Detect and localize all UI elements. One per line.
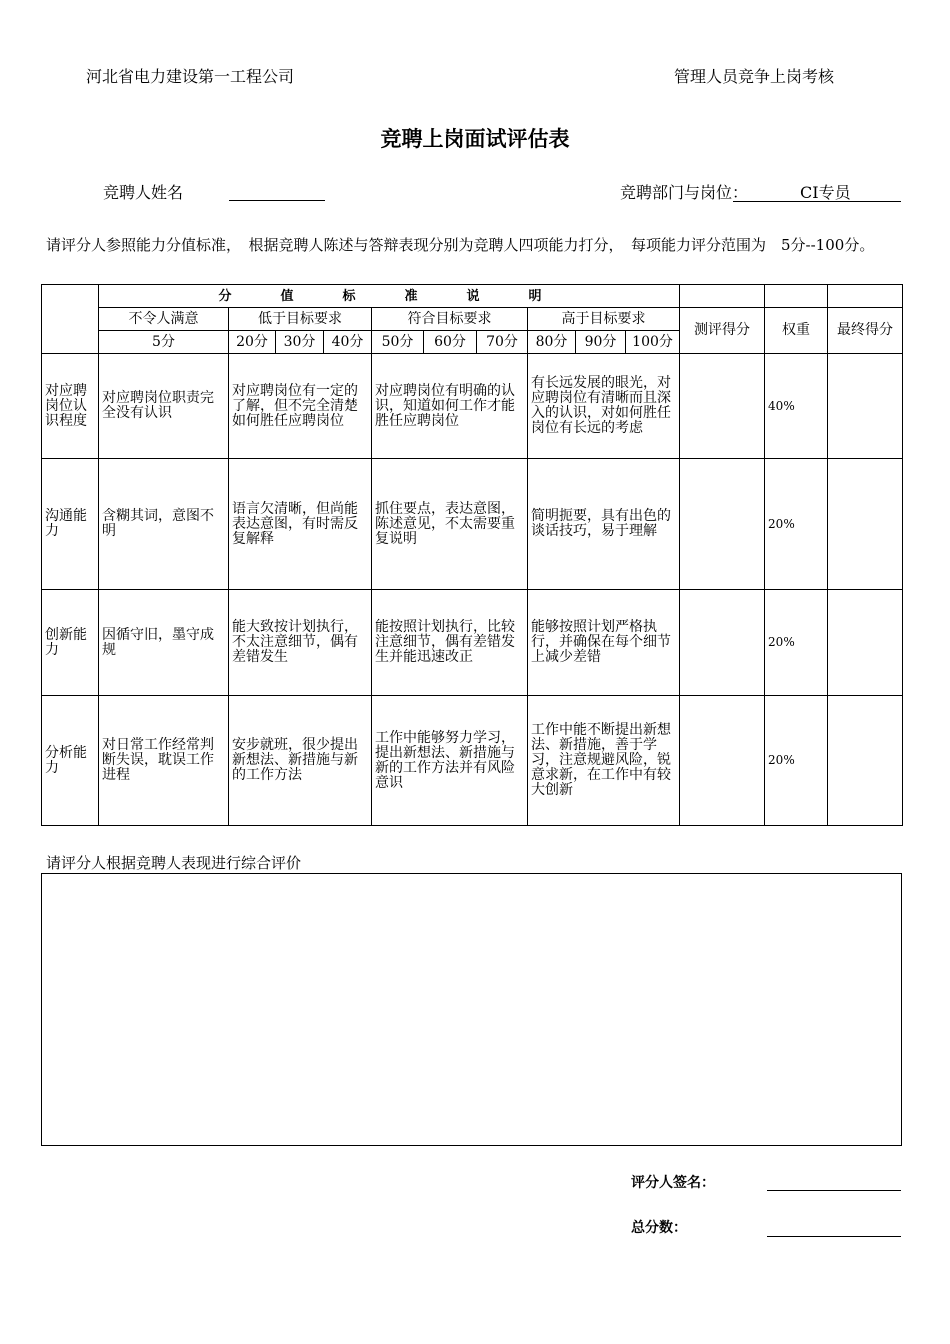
score-cell[interactable] <box>680 459 765 590</box>
score-header: 30分 <box>276 331 324 354</box>
corner-cell <box>42 285 99 354</box>
candidate-name-field[interactable] <box>229 200 325 201</box>
criteria-below: 对应聘岗位有一定的了解，但不完全清楚如何胜任应聘岗位 <box>229 354 372 459</box>
signature-label: 评分人签名： <box>631 1175 715 1191</box>
criteria-unsatisfactory: 因循守旧，墨守成规 <box>99 590 229 696</box>
table-row <box>42 354 903 459</box>
weight-value: 40% <box>765 354 828 459</box>
final-score-cell[interactable] <box>828 696 903 826</box>
department-label: 竞聘部门与岗位： <box>620 183 749 202</box>
ability-name: 沟通能力 <box>42 459 99 590</box>
header-blank <box>765 285 828 308</box>
score-header: 50分 <box>372 331 424 354</box>
criteria-below: 安步就班，很少提出新想法、新措施与新的工作方法 <box>229 696 372 826</box>
score-header: 20分 <box>229 331 276 354</box>
score-header: 70分 <box>477 331 528 354</box>
criteria-above: 简明扼要，具有出色的谈话技巧，易于理解 <box>528 459 680 590</box>
weight-value: 20% <box>765 696 828 826</box>
document-type: 管理人员竞争上岗考核 <box>674 67 835 86</box>
evaluation-table <box>41 284 903 826</box>
weight-value: 20% <box>765 459 828 590</box>
overall-evaluation-box[interactable] <box>41 873 902 1146</box>
department-value: CI专员 <box>800 183 851 202</box>
criteria-above: 能够按照计划严格执行，并确保在每个细节上减少差错 <box>528 590 680 696</box>
criteria-unsatisfactory: 含糊其词，意图不明 <box>99 459 229 590</box>
page-title: 竞聘上岗面试评估表 <box>380 126 570 151</box>
final-score-cell[interactable] <box>828 354 903 459</box>
score-cell[interactable] <box>680 354 765 459</box>
level-header: 低于目标要求 <box>229 308 372 331</box>
weight-value: 20% <box>765 590 828 696</box>
score-header: 60分 <box>424 331 477 354</box>
header-blank <box>828 285 903 308</box>
ability-name: 创新能力 <box>42 590 99 696</box>
criteria-below: 语言欠清晰，但尚能表达意图，有时需反复解释 <box>229 459 372 590</box>
criteria-unsatisfactory: 对日常工作经常判断失误，耽误工作进程 <box>99 696 229 826</box>
department-field[interactable] <box>733 201 901 202</box>
ability-name: 对应聘岗位认识程度 <box>42 354 99 459</box>
instruction-text: 请评分人参照能力分值标准， 根据竞聘人陈述与答辩表现分别为竞聘人四项能力打分， 每项能力评分范围为 5分--100分。 <box>46 236 875 254</box>
level-header: 符合目标要求 <box>372 308 528 331</box>
header-blank <box>680 285 765 308</box>
weight-column-header: 权重 <box>765 308 828 354</box>
final-score-cell[interactable] <box>828 590 903 696</box>
standard-header: 分 值 标 准 说 明 <box>99 285 680 308</box>
table-row <box>42 459 903 590</box>
table-row <box>42 590 903 696</box>
score-header: 90分 <box>576 331 626 354</box>
total-score-label: 总分数： <box>631 1220 687 1236</box>
level-header: 高于目标要求 <box>528 308 680 331</box>
ability-name: 分析能力 <box>42 696 99 826</box>
score-header: 100分 <box>626 331 680 354</box>
criteria-above: 工作中能不断提出新想法、新措施，善于学习，注意规避风险，锐意求新，在工作中有较大创新 <box>528 696 680 826</box>
criteria-unsatisfactory: 对应聘岗位职责完全没有认识 <box>99 354 229 459</box>
total-score-field[interactable] <box>767 1236 901 1237</box>
score-column-header: 测评得分 <box>680 308 765 354</box>
company-name: 河北省电力建设第一工程公司 <box>86 67 295 86</box>
final-score-cell[interactable] <box>828 459 903 590</box>
signature-field[interactable] <box>767 1190 901 1191</box>
criteria-meets: 工作中能够努力学习，提出新想法、新措施与新的工作方法并有风险意识 <box>372 696 528 826</box>
score-header: 40分 <box>324 331 372 354</box>
criteria-below: 能大致按计划执行，不太注意细节，偶有差错发生 <box>229 590 372 696</box>
criteria-above: 有长远发展的眼光，对应聘岗位有清晰而且深入的认识，对如何胜任岗位有长远的考虑 <box>528 354 680 459</box>
score-header: 80分 <box>528 331 576 354</box>
candidate-name-label: 竞聘人姓名 <box>103 183 184 202</box>
criteria-meets: 对应聘岗位有明确的认识，知道如何工作才能胜任应聘岗位 <box>372 354 528 459</box>
overall-evaluation-label: 请评分人根据竞聘人表现进行综合评价 <box>46 854 302 872</box>
table-row <box>42 696 903 826</box>
criteria-meets: 抓住要点，表达意图，陈述意见，不太需要重复说明 <box>372 459 528 590</box>
score-cell[interactable] <box>680 696 765 826</box>
final-column-header: 最终得分 <box>828 308 903 354</box>
level-header: 不令人满意 <box>99 308 229 331</box>
score-cell[interactable] <box>680 590 765 696</box>
criteria-meets: 能按照计划执行，比较注意细节，偶有差错发生并能迅速改正 <box>372 590 528 696</box>
score-header: 5分 <box>99 331 229 354</box>
